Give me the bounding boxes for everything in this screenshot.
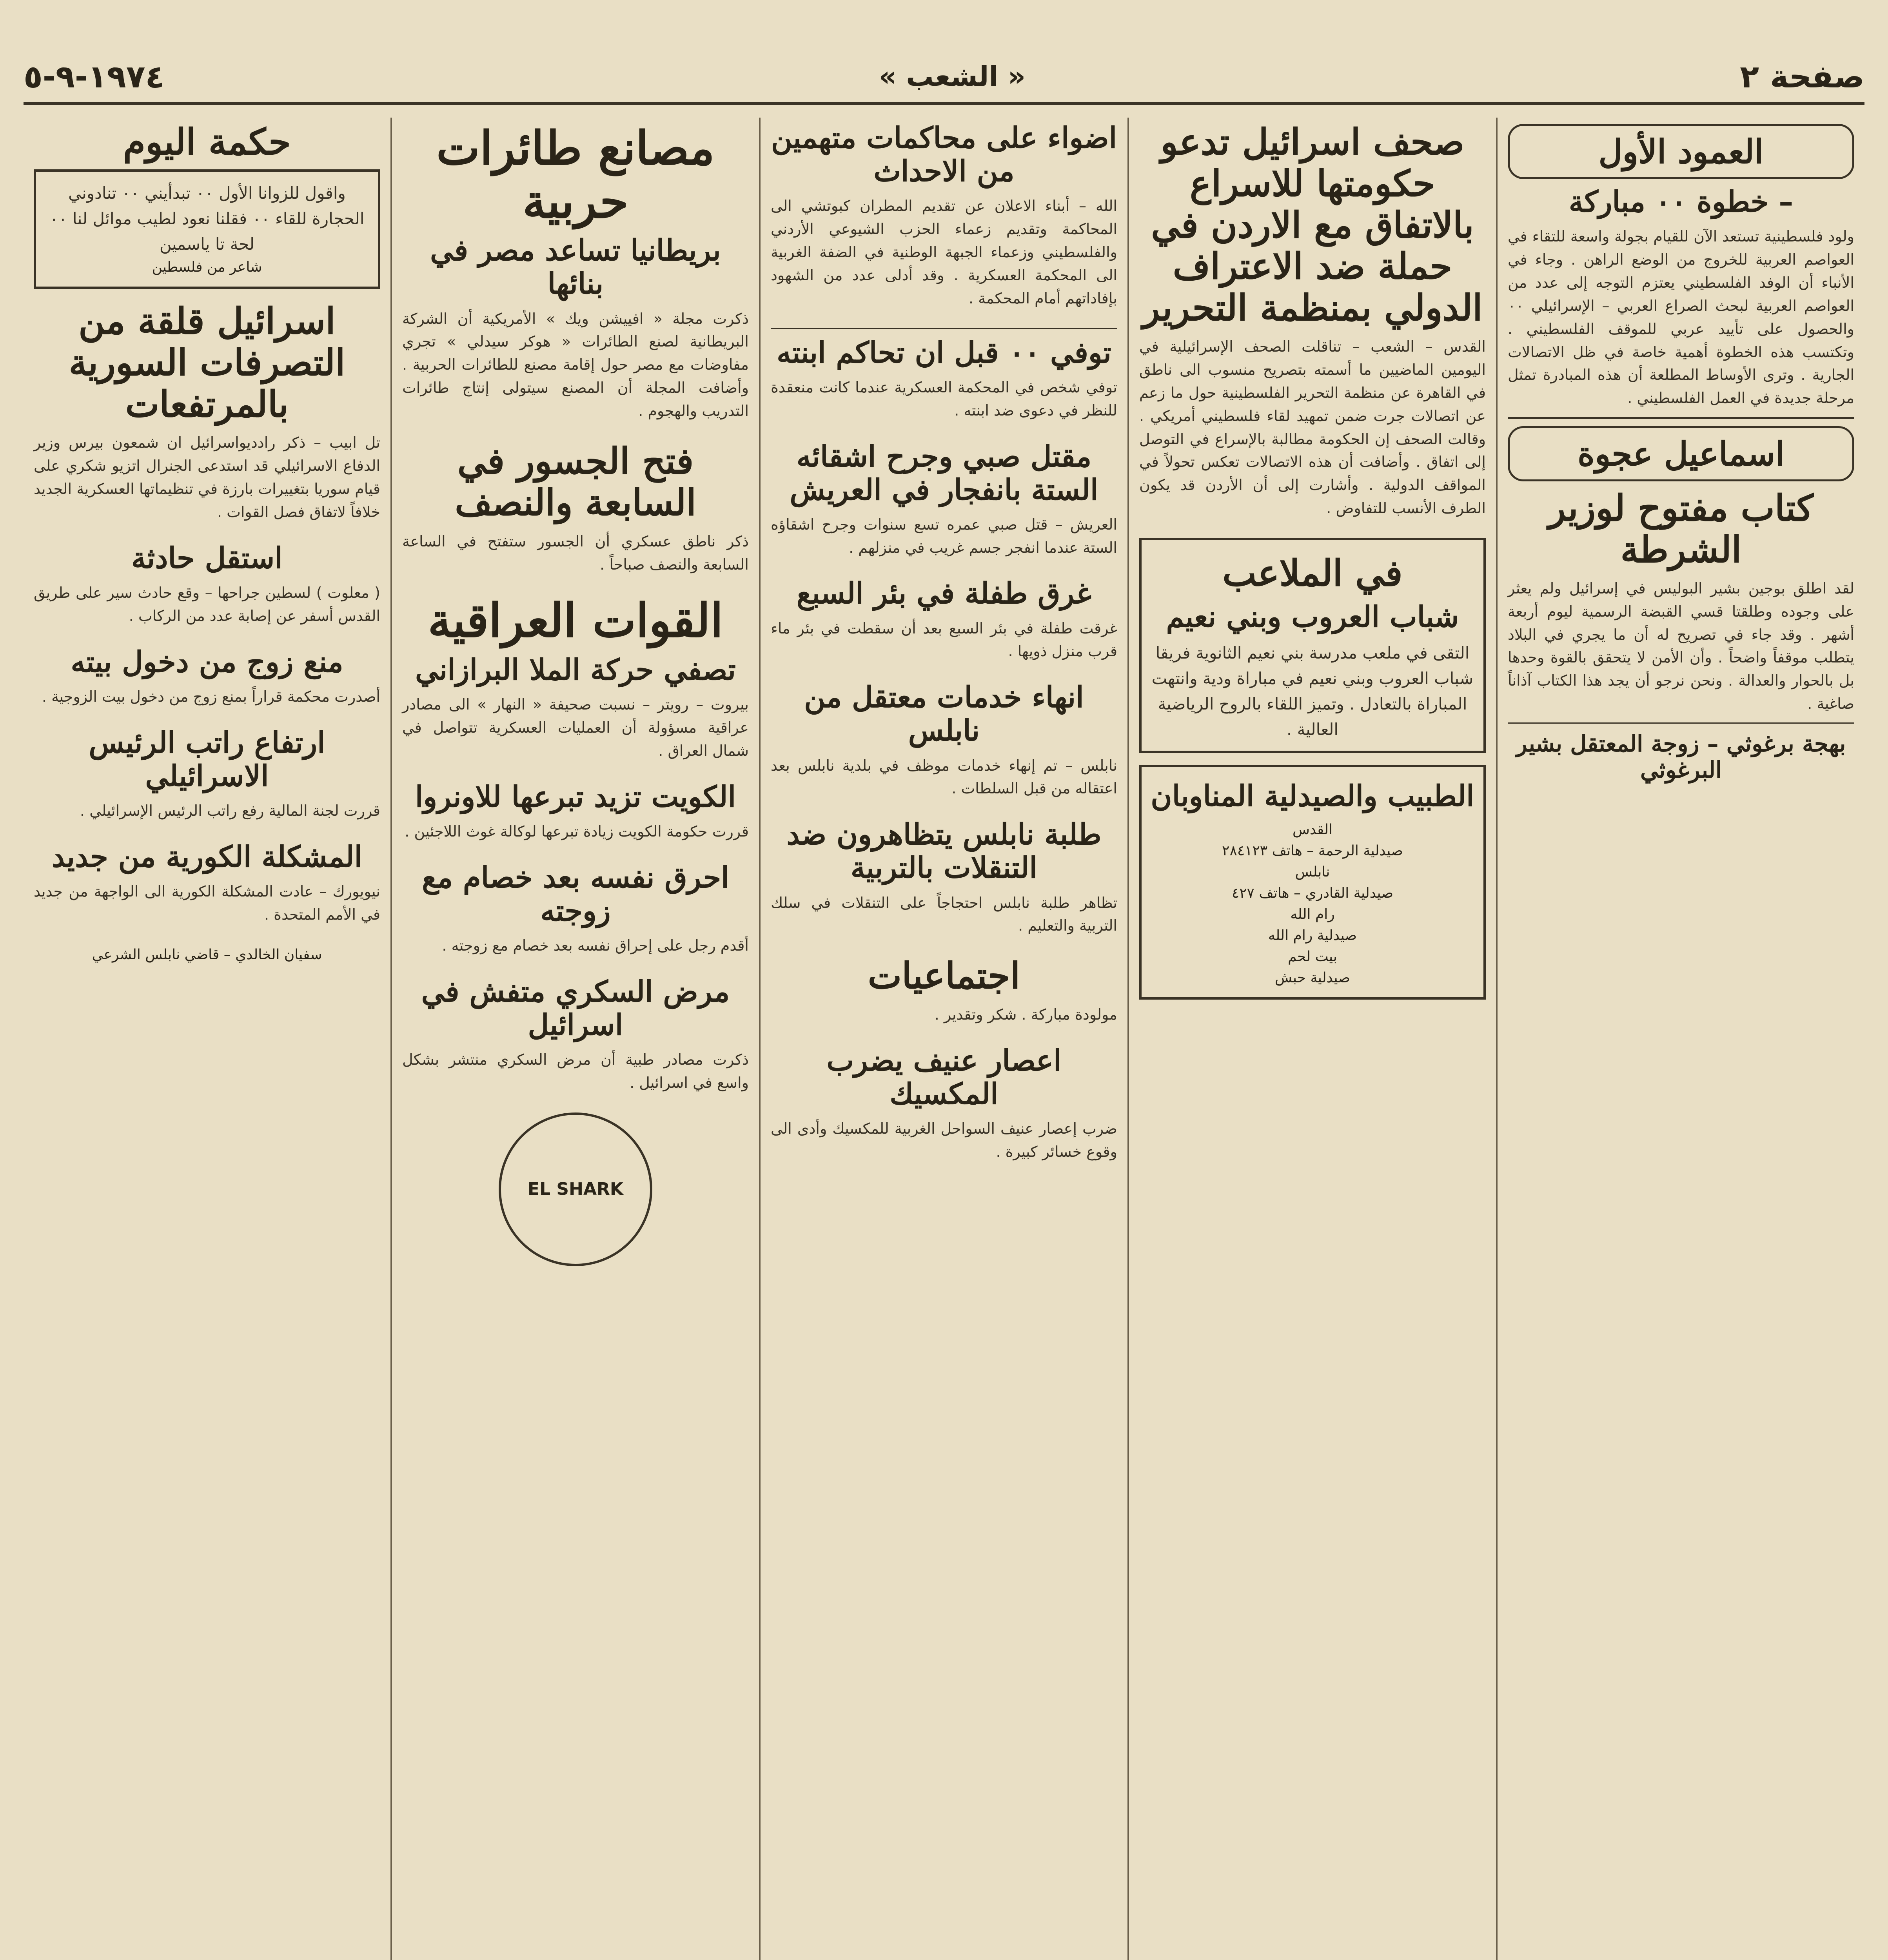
pharmacy-line: القدس [1292,822,1333,838]
sports-title[interactable]: في الملاعب [1222,552,1403,595]
quote-box-title: حكمة اليوم [123,121,291,163]
story [771,122,1117,310]
pharmacy-line: بيت لحم [1288,949,1337,965]
story-body: الله – أبناء الاعلان عن تقديم المطران كبوتشي الى المحاكمة وتقديم زعماء الحزب الشيوعي الأردني والفلسطيني وزعماء الجبهة الوطنية في الضفة الغربية الى المحكمة العسكرية . وقد أدلى عدد من الشهود بإفاداتهم أمام المحكمة . [771,197,1117,307]
column-subhead: – خطوة ٠٠ مباركة [1568,185,1794,219]
story [402,441,749,576]
story-headline[interactable]: اضواء على محاكمات متهمين من الاحداث [771,121,1117,189]
story-body: نيويورك – عادت المشكلة الكورية الى الواجهة من جديد في الأمم المتحدة . [34,883,380,923]
story [34,646,380,708]
story-body: تل ابيب – ذكر رادديواسرائيل ان شمعون بيرس وزير الدفاع الاسرائيلي قد استدعى الجنرال اتزيو شكري على قيام سوريا بتغييرات بارزة في تنظيماتها العسكرية الجديد خلافاً لاتفاق فصل القوات . [34,434,380,521]
story-headline[interactable]: اسرائيل قلقة من التصرفات السورية بالمرتفعات [69,300,345,425]
story-body: ( معلوت ) لسطين جراحها – وقع حادث سير على طريق القدس أسفر عن إصابة عدد من الركاب . [34,584,380,625]
column-4 [390,118,759,1960]
story-headline[interactable]: ارتفاع راتب الرئيس الاسرائيلي [89,726,325,793]
story [771,577,1117,663]
story [771,955,1117,1026]
story-body: توفي شخص في المحكمة العسكرية عندما كانت منعقدة للنظر في دعوى ضد ابنته . [771,378,1117,419]
story-headline[interactable]: انهاء خدمات معتقل من نابلس [804,681,1084,748]
story [771,440,1117,559]
story-headline[interactable]: طلبة نابلس يتظاهرون ضد التنقلات بالتربية [786,818,1102,885]
story-headline[interactable]: احرق نفسه بعد خصام مع زوجته [422,860,729,928]
story-body: نابلس – تم إنهاء خدمات موظف في بلدية نابلس بعد اعتقاله من قبل السلطات . [771,757,1117,797]
story [402,975,749,1094]
issue-date: ١٩٧٤-٩-٥ [24,58,165,95]
story-headline[interactable]: مرض السكري متفش في اسرائيل [421,975,730,1042]
sports-body: التقى في ملعب مدرسة بني نعيم الثانوية فريقا شباب العروب وبني نعيم في مباراة ودية وانتهت المباراة بالتعادل . وتميز اللقاء بالروح الرياضية العالية . [1151,643,1474,739]
pharmacy-line: رام الله [1290,906,1335,923]
story-body: ذكر ناطق عسكري أن الجسور ستفتح في الساعة السابعة والنصف صباحاً . [402,532,749,573]
column-flag: العمود الأول [1508,124,1854,179]
sports-subtitle: شباب العروب وبني نعيم [1166,600,1459,634]
paper-name: « الشعب » [879,60,1026,93]
pharmacy-box [1139,765,1486,1000]
story [34,542,380,628]
story-headline[interactable]: استقل حادثة [131,541,283,575]
story [771,1044,1117,1163]
story-headline[interactable]: منع زوج من دخول بيته [71,645,343,679]
feature-title[interactable]: كتاب مفتوح لوزير الشرطة [1548,487,1814,571]
story-headline[interactable]: غرق طفلة في بئر السبع [796,577,1092,611]
story [402,780,749,843]
pharmacy-line: نابلس [1295,864,1330,880]
lead-body: القدس – الشعب – تناقلت الصحف الإسرائيلية في اليومين الماضيين ما أسمته بتصريح منسوب الى ناطق في القاهرة عن منظمة التحرير الفلسطينية حول ما زعم عن اتصالات جرت ضمن تمهيد لقاء فلسطيني أمريكي . وقالت الصحف إن الحكومة مطالبة بالإسراع في التوصل إلى اتفاق . وأضافت أن هذه الاتصالات تعكس تحولاً في المواقف الدولية . وأشارت إلى أن الأردن قد يكون الطرف الأنسب للتفاوض . [1139,338,1486,517]
story-headline[interactable]: القوات العراقية [428,593,723,648]
story [771,818,1117,937]
feature-signature: بهجة برغوثي – زوجة المعتقل بشير البرغوثي [1516,730,1846,783]
story-body: ذكرت مجلة « افييشن ويك » الأمريكية أن الشركة البريطانية لصنع الطائرات « هوكر سيدلي » تجري مفاوضات مع مصر حول إقامة مصنع للطائرات الحربية . وأضافت المجلة أن المصنع سيتولى إنتاج طائرات التدريب والهجوم . [402,310,749,420]
story-subhead: تصفي حركة الملا البرازاني [415,653,736,687]
story [34,840,380,926]
quote-signature: شاعر من فلسطين [152,259,262,276]
lead-headline[interactable]: صحف اسرائيل تدعو حكومتها للاسراع بالاتفاق مع الاردن في حملة ضد الاعتراف الدولي بمنظمة التحرير [1142,121,1483,329]
story-body: قررت لجنة المالية رفع راتب الرئيس الإسرائيلي . [80,802,380,820]
story-headline[interactable]: اعصار عنيف يضرب المكسيك [826,1044,1062,1111]
column-1 [1496,118,1864,1960]
story-headline[interactable]: مقتل صبي وجرح اشقائه الستة بانفجار في العريش [790,439,1098,507]
sports-box [1139,538,1486,753]
story-body: أصدرت محكمة قراراً بمنع زوج من دخول بيت الزوجية . [42,688,380,705]
pharmacy-title: الطبيب والصيدلية المناوبان [1151,779,1474,813]
story-subhead: بريطانيا تساعد مصر في بنائها [430,234,721,301]
social-headline: اجتماعيات [868,955,1020,997]
story-body: قررت حكومة الكويت زيادة تبرعها لوكالة غوث اللاجئين . [405,822,749,840]
feature-body: لقد اطلق بوجين بشير البوليس في إسرائيل ولم يعثر على وجوده وطلقتا قسي القبضة الرسمية ليوم أربعة أشهر . وقد جاء في تصريح له أن ما يجري في البلاد يتطلب موقفاً واضحاً . وأن الأمن لا يتحقق بالقوة وحدها بل بالحوار والعدالة . ونحن نرجو أن يجد هذا الكتاب آذاناً صاغية . [1508,579,1854,713]
pharmacy-line: صيدلية حبش [1275,970,1350,986]
pharmacy-line: صيدلية الرحمة – هاتف ٢٨٤١٢٣ [1222,843,1403,859]
pharmacy-line: صيدلية رام الله [1268,927,1357,944]
quote-text: واقول للزوانا الأول ٠٠ تبدأيني ٠٠ تنادوني الحجارة للقاء ٠٠ فقلنا نعود لطيب موائل لنا ٠٠ لحة تا ياسمين [49,183,365,254]
story-headline[interactable]: فتح الجسور في السابعة والنصف [455,440,696,524]
story-body: العريش – قتل صبي عمره تسع سنوات وجرح اشقاؤه الستة عندما انفجر جسم غريب في منزلهم . [771,515,1117,556]
story-body: ذكرت مصادر طبية أن مرض السكري منتشر بشكل واسع في اسرائيل . [402,1051,749,1091]
social-body: مولودة مباركة . شكر وتقدير . [934,1006,1117,1024]
quote-box [34,169,380,289]
column-5 [24,118,390,1960]
pharmacy-line: صيدلية القادري – هاتف ٤٢٧ [1231,885,1394,902]
article-columns [24,118,1864,1960]
story-headline[interactable]: مصانع طائرات حربية [436,121,715,229]
lead-story [1139,122,1486,520]
story [34,301,380,524]
story-body: غرقت طفلة في بئر السبع بعد أن سقطت في بئر ماء قرب منزل ذويها . [771,619,1117,660]
story-headline[interactable]: توفي ٠٠ قبل ان تحاكم ابنته [777,336,1111,370]
story-body: بيروت – رويتر – نسبت صحيفة « النهار » الى مصادر عراقية مسؤولة أن العمليات العسكرية تتواصل في شمال العراق . [402,696,749,759]
story-body: ضرب إعصار عنيف السواحل الغربية للمكسيك وأدى الى وقوع خسائر كبيرة . [771,1120,1117,1161]
story [771,336,1117,422]
story-body: أقدم رجل على إحراق نفسه بعد خصام مع زوجته . [442,937,749,955]
stamp-logo: EL SHARK [499,1112,652,1266]
story [34,726,380,822]
story [771,681,1117,800]
page-number: صفحة ٢ [1740,58,1864,95]
column-2 [1127,118,1496,1960]
story-body: تظاهر طلبة نابلس احتجاجاً على التنقلات في سلك التربية والتعليم . [771,894,1117,935]
story [402,122,749,423]
masthead [24,51,1864,105]
feature-flag: اسماعيل عجوة [1508,426,1854,481]
column-3 [759,118,1127,1960]
story-headline[interactable]: الكويت تزيد تبرعها للاونروا [415,780,736,814]
story [402,594,749,762]
story-headline[interactable]: المشكلة الكورية من جديد [51,840,363,874]
column-body: ولود فلسطينية تستعد الآن للقيام بجولة واسعة للتقاء في العواصم العربية للخروج من الوضع الراهن . وجاء في الأنباء أن الوفد الفلسطيني يعتزم التوجه إلى عدد من العواصم العربية لبحث الصراع العربي – الإسرائيلي ٠٠ والحصول على تأييد عربي للموقف الفلسطيني . وتكتسب هذه الخطوة أهمية خاصة في ظل الاتصالات الجارية . وترى الأوساط المطلعة أن هذه المبادرة تمثل مرحلة جديدة في العمل الفلسطيني . [1508,228,1854,407]
story [402,861,749,957]
judge-signature: سفيان الخالدي – قاضي نابلس الشرعي [92,946,322,963]
